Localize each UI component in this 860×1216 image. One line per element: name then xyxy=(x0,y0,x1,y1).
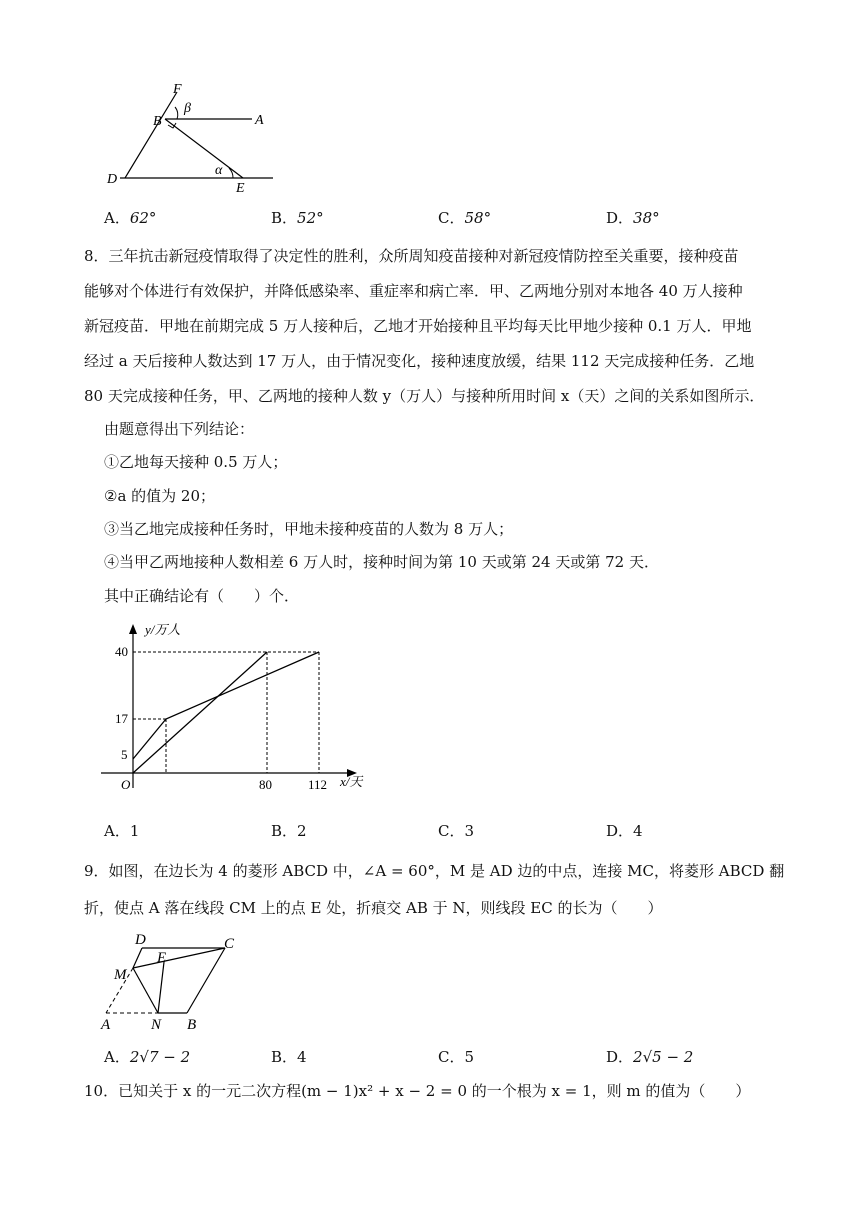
q8-option-d[interactable]: D．4 xyxy=(606,822,643,840)
q9-label-C: C xyxy=(224,936,235,952)
q8-xtick-112: 112 xyxy=(308,777,328,792)
q8-line-5: 80 天完成接种任务，甲、乙两地的接种人数 y（万人）与接种所用时间 x（天）之间的关系如图所示． xyxy=(84,387,765,405)
q9-option-d[interactable]: D．2√5 − 2 xyxy=(606,1048,694,1066)
q9-figure xyxy=(98,928,258,1033)
q8-statement-4: ④当甲乙两地接种人数相差 6 万人时，接种时间为第 10 天或第 24 天或第 72 天． xyxy=(104,553,659,571)
q9-label-B: B xyxy=(187,1017,197,1033)
q7-label-F: F xyxy=(173,82,182,97)
q9-line-2: 折，使点 A 落在线段 CM 上的点 E 处，折痕交 AB 于 N，则线段 EC 的长为（ ） xyxy=(84,899,663,917)
q8-ytick-17: 17 xyxy=(115,711,128,726)
q7-option-c[interactable]: C．58° xyxy=(438,209,492,227)
q10-line: 10．已知关于 x 的一元二次方程(m − 1)x² + x − 2 = 0 的一个根为 x = 1，则 m 的值为（ ） xyxy=(84,1082,751,1100)
q7-label-A: A xyxy=(255,113,264,128)
q7-option-d[interactable]: D．38° xyxy=(606,209,660,227)
q8-line-2: 能够对个体进行有效保护，并降低感染率、重症率和病亡率．甲、乙两地分别对本地各 40 万人接种 xyxy=(84,282,743,300)
q7-label-D: D xyxy=(107,172,118,187)
q7-figure xyxy=(95,80,285,195)
q8-intro: 由题意得出下列结论： xyxy=(104,420,255,438)
q8-xtick-80: 80 xyxy=(259,777,272,792)
q9-label-M: M xyxy=(114,967,127,983)
q8-ytick-40: 40 xyxy=(115,644,128,659)
q8-question: 其中正确结论有（ ）个． xyxy=(104,587,300,605)
q8-ylabel: y/万人 xyxy=(145,622,181,637)
q7-option-b[interactable]: B．52° xyxy=(271,209,324,227)
q7-label-B: B xyxy=(153,114,162,129)
q8-line-4: 经过 a 天后接种人数达到 17 万人，由于情况变化，接种速度放缓，结果 112 天完成接种任务．乙地 xyxy=(84,352,755,370)
q8-option-c[interactable]: C．3 xyxy=(438,822,475,840)
q8-graph xyxy=(95,618,380,798)
q9-label-E: E xyxy=(157,950,167,966)
q9-option-c[interactable]: C．5 xyxy=(438,1048,475,1066)
q8-option-b[interactable]: B．2 xyxy=(271,822,307,840)
q7-label-alpha: α xyxy=(215,163,223,178)
q9-line-1: 9．如图，在边长为 4 的菱形 ABCD 中，∠A = 60°，M 是 AD 边的中点，连接 MC，将菱形 ABCD 翻 xyxy=(84,862,785,880)
q9-option-a[interactable]: A．2√7 − 2 xyxy=(104,1048,191,1066)
q8-y-axis-arrow xyxy=(129,624,137,634)
q7-option-a[interactable]: A．62° xyxy=(104,209,157,227)
q8-ytick-5: 5 xyxy=(121,747,128,762)
q8-origin-label: O xyxy=(121,777,131,792)
q9-label-A: A xyxy=(101,1017,111,1033)
q7-label-E: E xyxy=(236,181,245,195)
q8-line-yi xyxy=(133,652,267,773)
q8-option-a[interactable]: A．1 xyxy=(104,822,140,840)
q9-label-N: N xyxy=(151,1017,162,1033)
q9-label-D: D xyxy=(135,932,146,948)
q8-statement-3: ③当乙地完成接种任务时，甲地未接种疫苗的人数为 8 万人； xyxy=(104,520,514,538)
q8-line-jia xyxy=(133,652,319,759)
q8-xlabel: x/天 xyxy=(340,774,363,789)
q8-statement-1: ①乙地每天接种 0.5 万人； xyxy=(104,453,288,471)
q7-label-beta: β xyxy=(184,101,191,116)
q8-statement-2: ②a 的值为 20； xyxy=(104,487,216,505)
q8-line-1: 8．三年抗击新冠疫情取得了决定性的胜利，众所周知疫苗接种对新冠疫情防控至关重要，接种疫苗 xyxy=(84,247,739,265)
q8-line-3: 新冠疫苗．甲地在前期完成 5 万人接种后，乙地才开始接种且平均每天比甲地少接种 0.1 万人．甲地 xyxy=(84,317,752,335)
q9-option-b[interactable]: B．4 xyxy=(271,1048,307,1066)
